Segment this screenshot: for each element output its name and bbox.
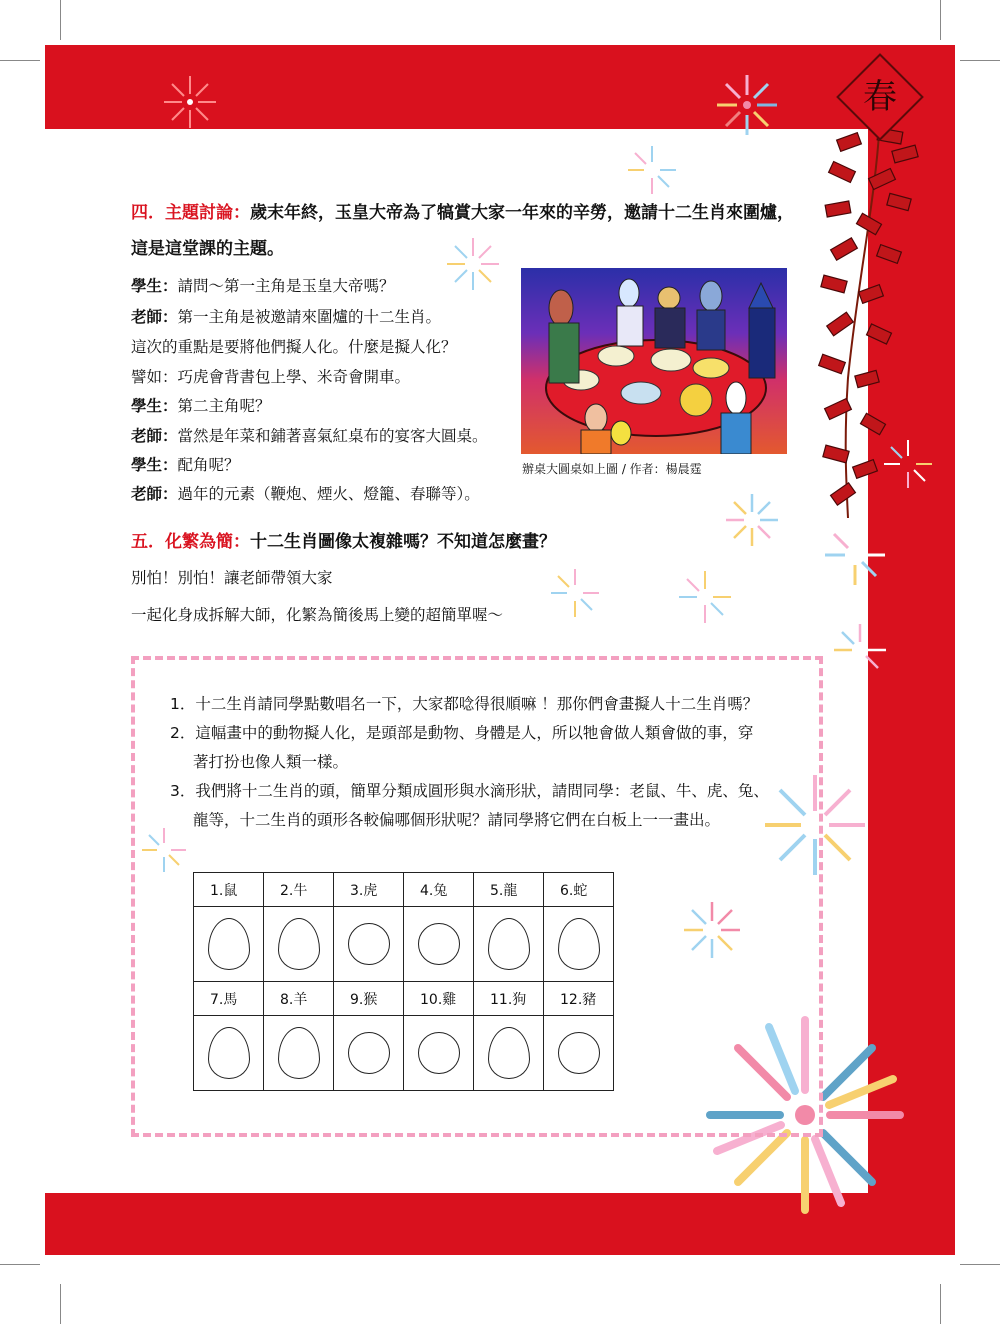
firework-icon: [712, 70, 782, 140]
firework-icon: [547, 565, 603, 621]
spring-character: 春: [863, 77, 897, 117]
firework-icon: [160, 72, 220, 132]
zodiac-label: 4.兔: [404, 873, 474, 907]
crop-mark: [60, 1284, 61, 1324]
dialogue-line: [131, 453, 240, 475]
painting-caption: 辦桌大圓桌如上圖 / 作者：楊晨霆: [522, 462, 702, 476]
zodiac-label: 9.猴: [334, 982, 404, 1016]
dialogue-speaker: 老師：: [131, 308, 178, 326]
crop-mark: [0, 60, 40, 61]
dialogue-text: 譬如：巧虎會背書包上學、米奇會開車。: [131, 368, 411, 386]
section4-heading: [131, 198, 794, 223]
circle-shape-icon: [348, 1032, 390, 1074]
zodiac-shape-row: [194, 907, 614, 982]
section4-title-line2: 這是這堂課的主題。: [131, 239, 284, 259]
dialogue-speaker: 學生：: [131, 456, 178, 474]
task-text: 這幅畫中的動物擬人化，是頭部是動物、身體是人，所以牠會做人類會做的事，穿: [195, 724, 754, 742]
zodiac-label-row: [194, 982, 614, 1016]
dialogue-line: [131, 394, 271, 416]
dialogue-line: [131, 365, 410, 387]
zodiac-shape-cell: [474, 907, 544, 982]
section5-title: 十二生肖圖像太複雜嗎？不知道怎麼畫？: [250, 532, 556, 552]
teardrop-shape-icon: [278, 918, 320, 970]
dialogue-speaker: 學生：: [131, 277, 178, 295]
zodiac-shape-cell: [194, 1016, 264, 1091]
crop-mark: [60, 0, 61, 40]
zodiac-shape-cell: [474, 1016, 544, 1091]
zodiac-label: 2.牛: [264, 873, 334, 907]
zodiac-shape-cell: [544, 907, 614, 982]
task-number: 2．: [170, 724, 196, 742]
task-item-3-cont: 龍等，十二生肖的頭形各較偏哪個形狀呢？請同學將它們在白板上一一畫出。: [193, 811, 721, 829]
zodiac-shape-cell: [264, 907, 334, 982]
section5-number: 五．化繁為簡：: [131, 532, 250, 552]
firework-icon: [625, 143, 679, 197]
crop-mark: [940, 0, 941, 40]
dialogue-text: 這次的重點是要將他們擬人化。什麼是擬人化？: [131, 338, 457, 356]
zodiac-label: 12.豬: [544, 982, 614, 1016]
zodiac-shape-cell: [194, 907, 264, 982]
dialogue-line: [131, 424, 488, 446]
firework-icon: [675, 567, 735, 627]
zodiac-label: 11.狗: [474, 982, 544, 1016]
dialogue-speaker: 老師：: [131, 485, 178, 503]
zodiac-shape-cell: [404, 1016, 474, 1091]
task-item-1: [170, 692, 758, 714]
section4-title-line1: 歲末年終，玉皇大帝為了犒賞大家一年來的辛勞，邀請十二生肖來圍爐，: [250, 203, 794, 223]
zodiac-shape-cell: [544, 1016, 614, 1091]
teardrop-shape-icon: [208, 918, 250, 970]
circle-shape-icon: [418, 923, 460, 965]
firework-icon: [443, 234, 503, 294]
section4-number: 四．主題討論：: [131, 203, 250, 223]
zodiac-table: [193, 872, 614, 1091]
task-text: 十二生肖請同學點數唱名一下，大家都唸得很順嘛 ！那你們會畫擬人十二生肖嗎？: [195, 695, 759, 713]
zodiac-label: 5.龍: [474, 873, 544, 907]
circle-shape-icon: [348, 923, 390, 965]
zodiac-shape-cell: [334, 907, 404, 982]
zodiac-label: 8.羊: [264, 982, 334, 1016]
zodiac-label: 10.雞: [404, 982, 474, 1016]
dialogue-text: 請問～第一主角是玉皇大帝嗎？: [177, 277, 395, 295]
task-item-2: [170, 721, 753, 743]
zodiac-shape-cell: [264, 1016, 334, 1091]
crop-mark: [0, 1264, 40, 1265]
zodiac-label: 7.馬: [194, 982, 264, 1016]
firework-icon: [722, 490, 782, 550]
zodiac-shape-cell: [404, 907, 474, 982]
dialogue-speaker: 老師：: [131, 427, 178, 445]
dialogue-line: [131, 305, 441, 327]
dialogue-text: 第二主角呢？: [177, 397, 271, 415]
dialogue-text: 第一主角是被邀請來圍爐的十二生肖。: [177, 308, 442, 326]
crop-mark: [940, 1284, 941, 1324]
teardrop-shape-icon: [278, 1027, 320, 1079]
teardrop-shape-icon: [558, 918, 600, 970]
zodiac-label: 1.鼠: [194, 873, 264, 907]
zodiac-shape-row: [194, 1016, 614, 1091]
crop-mark: [960, 1264, 1000, 1265]
task-item-3: [170, 779, 769, 801]
section5-heading: [131, 527, 556, 552]
task-text: 我們將十二生肖的頭，簡單分類成圓形與水滴形狀，請問同學：老鼠、牛、虎、兔、: [195, 782, 769, 800]
dialogue-speaker: 學生：: [131, 397, 178, 415]
section5-line1: 別怕！別怕！讓老師帶領大家: [131, 569, 333, 587]
task-number: 3．: [170, 782, 196, 800]
dialogue-text: 過年的元素（鞭炮、煙火、燈籠、春聯等）。: [177, 485, 480, 503]
dialogue-text: 當然是年菜和鋪著喜氣紅桌布的宴客大圓桌。: [177, 427, 488, 445]
teardrop-shape-icon: [488, 1027, 530, 1079]
task-item-2-cont: 著打扮也像人類一樣。: [193, 753, 349, 771]
crop-mark: [960, 60, 1000, 61]
circle-shape-icon: [558, 1032, 600, 1074]
firework-icon: [820, 520, 890, 590]
zodiac-label: 3.虎: [334, 873, 404, 907]
zodiac-shape-cell: [334, 1016, 404, 1091]
teardrop-shape-icon: [208, 1027, 250, 1079]
dialogue-line: [131, 335, 457, 357]
dialogue-line: [131, 274, 395, 296]
task-number: 1．: [170, 695, 196, 713]
firework-icon: [830, 620, 890, 680]
section5-line2: 一起化身成拆解大師，化繁為簡後馬上變的超簡單喔～: [131, 606, 504, 624]
dialogue-text: 配角呢？: [177, 456, 240, 474]
firework-icon: [880, 436, 936, 492]
banquet-painting-image: [521, 268, 787, 454]
zodiac-label: 6.蛇: [544, 873, 614, 907]
teardrop-shape-icon: [488, 918, 530, 970]
dialogue-line: [131, 482, 480, 504]
zodiac-label-row: [194, 873, 614, 907]
circle-shape-icon: [418, 1032, 460, 1074]
